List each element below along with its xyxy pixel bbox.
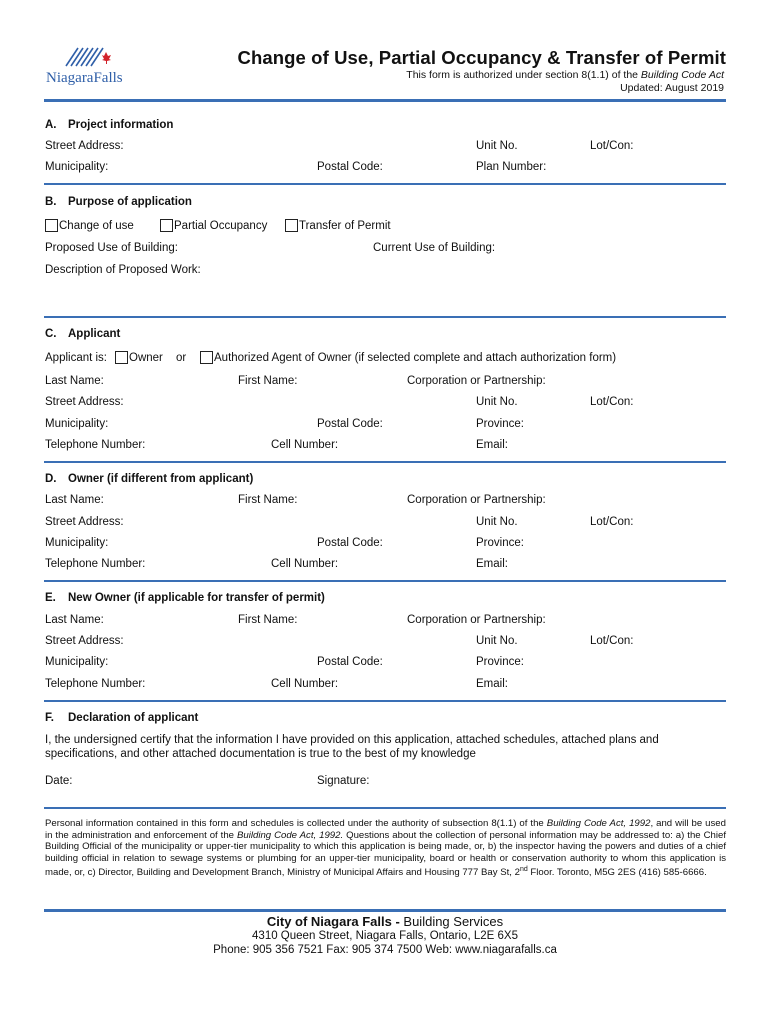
partial-occupancy-checkbox[interactable] <box>160 219 173 232</box>
d-email-label: Email: <box>476 558 508 570</box>
updated-date: Updated: August 2019 <box>620 82 724 94</box>
e-corporation-label: Corporation or Partnership: <box>407 614 546 626</box>
e-telephone-label: Telephone Number: <box>45 678 146 690</box>
c-municipality-label: Municipality: <box>45 418 109 430</box>
agent-option[interactable]: Authorized Agent of Owner (if selected complete and attach authorization form) <box>200 351 616 364</box>
divider <box>44 580 726 582</box>
section-d-heading: D. Owner (if different from applicant) <box>45 473 254 485</box>
footer-contact: Phone: 905 356 7521 Fax: 905 374 7500 Web: www.niagarafalls.ca <box>213 944 557 956</box>
change-of-use-checkbox[interactable] <box>45 219 58 232</box>
form-title: Change of Use, Partial Occupancy & Transfer of Permit <box>237 47 726 68</box>
d-unit-no-label: Unit No. <box>476 516 518 528</box>
description-label: Description of Proposed Work: <box>45 264 201 276</box>
e-postal-code-label: Postal Code: <box>317 656 383 668</box>
c-first-name-label: First Name: <box>238 375 298 387</box>
section-c-heading: C. Applicant <box>45 328 121 340</box>
c-province-label: Province: <box>476 418 524 430</box>
declaration-statement: I, the undersigned certify that the information I have provided on this application, attached schedules, attached plans and specifications, and other attached documentation is true to the best of my knowledge <box>45 734 659 760</box>
c-email-label: Email: <box>476 439 508 451</box>
proposed-use-label: Proposed Use of Building: <box>45 242 178 254</box>
e-unit-no-label: Unit No. <box>476 635 518 647</box>
divider <box>44 461 726 463</box>
current-use-label: Current Use of Building: <box>373 242 496 254</box>
or-label: or <box>176 352 187 364</box>
owner-checkbox[interactable] <box>115 351 128 364</box>
change-of-use-option[interactable]: Change of use <box>45 219 134 232</box>
agent-checkbox[interactable] <box>200 351 213 364</box>
c-corporation-label: Corporation or Partnership: <box>407 375 546 387</box>
d-last-name-label: Last Name: <box>45 494 104 506</box>
divider <box>44 700 726 702</box>
d-street-address-label: Street Address: <box>45 516 124 528</box>
section-a-heading: A. Project information <box>45 119 174 131</box>
authorization-note: This form is authorized under section 8(1.1) of the Building Code Act <box>406 69 724 81</box>
d-province-label: Province: <box>476 537 524 549</box>
e-email-label: Email: <box>476 678 508 690</box>
applicant-is-label: Applicant is: <box>45 352 108 364</box>
divider <box>44 183 726 185</box>
section-f-heading: F. Declaration of applicant <box>45 712 199 724</box>
e-street-address-label: Street Address: <box>45 635 124 647</box>
d-lot-con-label: Lot/Con: <box>590 516 634 528</box>
c-last-name-label: Last Name: <box>45 375 104 387</box>
c-cell-label: Cell Number: <box>271 439 339 451</box>
c-unit-no-label: Unit No. <box>476 396 518 408</box>
a-lot-con-label: Lot/Con: <box>590 140 634 152</box>
partial-occupancy-option[interactable]: Partial Occupancy <box>160 219 267 232</box>
footer-rule <box>44 909 726 912</box>
header-rule <box>44 99 726 102</box>
d-telephone-label: Telephone Number: <box>45 558 146 570</box>
c-telephone-label: Telephone Number: <box>45 439 146 451</box>
e-cell-label: Cell Number: <box>271 678 339 690</box>
a-plan-number-label: Plan Number: <box>476 161 547 173</box>
transfer-of-permit-checkbox[interactable] <box>285 219 298 232</box>
owner-option[interactable]: Owner <box>115 351 163 364</box>
a-unit-no-label: Unit No. <box>476 140 518 152</box>
divider <box>44 807 726 809</box>
e-province-label: Province: <box>476 656 524 668</box>
c-lot-con-label: Lot/Con: <box>590 396 634 408</box>
a-postal-code-label: Postal Code: <box>317 161 383 173</box>
c-postal-code-label: Postal Code: <box>317 418 383 430</box>
section-e-heading: E. New Owner (if applicable for transfer of permit) <box>45 592 325 604</box>
d-corporation-label: Corporation or Partnership: <box>407 494 546 506</box>
date-label: Date: <box>45 775 73 787</box>
d-municipality-label: Municipality: <box>45 537 109 549</box>
e-lot-con-label: Lot/Con: <box>590 635 634 647</box>
e-first-name-label: First Name: <box>238 614 298 626</box>
a-municipality-label: Municipality: <box>45 161 109 173</box>
d-first-name-label: First Name: <box>238 494 298 506</box>
privacy-notice: Personal information contained in this form and schedules is collected under the authority of subsection 8(1.1) of the Building Code Act, 1992, and will be used in the administration and enforcement of the Building Code Act, 1992. Questions about the collection of personal information may be addressed to: a) the Chief Building Official of the municipality or upper-tier municipality to which this application is being made, or, b) the inspector having the powers and duties of a chief building official in relation to sewage systems or plumbing for an upper-tier municipality, board or health or conservation authority to whom this application is made, or, c) Director, Building and Development Branch, Ministry of Municipal Affairs and Housing 777 Bay St, 2nd Floor. Toronto, M5G 2ES (416) 585-6666. <box>45 818 727 879</box>
d-postal-code-label: Postal Code: <box>317 537 383 549</box>
footer-org: City of Niagara Falls - Building Services <box>266 914 504 929</box>
a-street-address-label: Street Address: <box>45 140 124 152</box>
signature-label: Signature: <box>317 775 370 787</box>
e-last-name-label: Last Name: <box>45 614 104 626</box>
section-b-heading: B. Purpose of application <box>45 196 192 208</box>
maple-leaf-icon <box>102 52 111 64</box>
c-street-address-label: Street Address: <box>45 396 124 408</box>
footer-address: 4310 Queen Street, Niagara Falls, Ontario, L2E 6X5 <box>252 930 518 942</box>
transfer-of-permit-option[interactable]: Transfer of Permit <box>285 219 391 232</box>
d-cell-label: Cell Number: <box>271 558 339 570</box>
e-municipality-label: Municipality: <box>45 656 109 668</box>
niagara-falls-logo <box>44 44 134 92</box>
logo-text: NiagaraFalls <box>46 70 123 86</box>
divider <box>44 316 726 318</box>
